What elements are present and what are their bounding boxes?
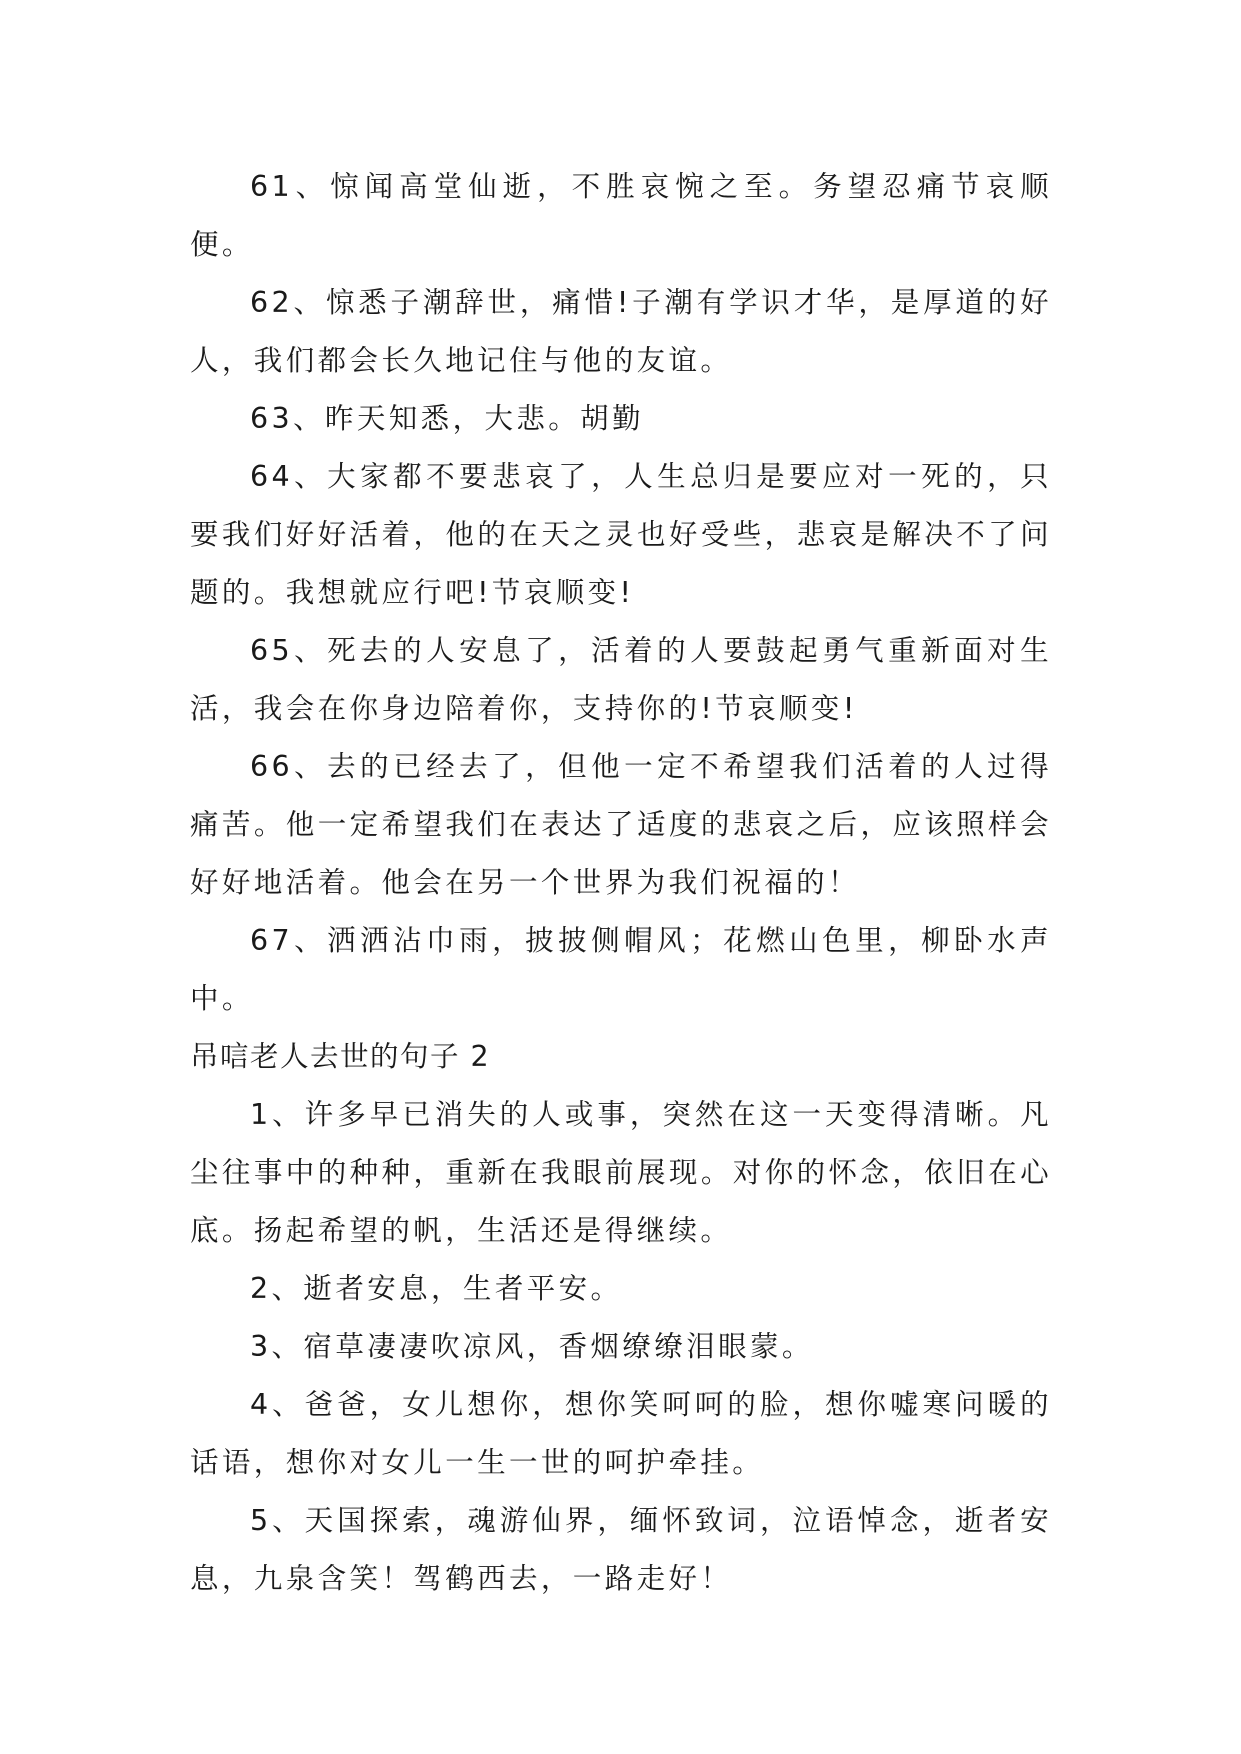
section-heading: 吊唁老人去世的句子 2 bbox=[190, 1040, 491, 1073]
paragraph-5: 5、天国探索，魂游仙界，缅怀致词，泣语悼念，逝者安息，九泉含笑！驾鹤西去，一路走好！ bbox=[190, 1504, 1052, 1595]
paragraph-64: 64、大家都不要悲哀了，人生总归是要应对一死的，只要我们好好活着，他的在天之灵也好受些，悲哀是解决不了问题的。我想就应行吧!节哀顺变! bbox=[190, 460, 1052, 609]
document-body bbox=[190, 158, 1052, 1608]
paragraph-65: 65、死去的人安息了，活着的人要鼓起勇气重新面对生活，我会在你身边陪着你，支持你的!节哀顺变! bbox=[190, 634, 1052, 725]
paragraph-61: 61、惊闻高堂仙逝，不胜哀惋之至。务望忍痛节哀顺便。 bbox=[190, 170, 1052, 261]
paragraph-63: 63、昨天知悉，大悲。胡勤 bbox=[250, 402, 644, 435]
paragraph-1: 1、许多早已消失的人或事，突然在这一天变得清晰。凡尘往事中的种种，重新在我眼前展现。对你的怀念，依旧在心底。扬起希望的帆，生活还是得继续。 bbox=[190, 1098, 1052, 1247]
paragraph-62: 62、惊悉子潮辞世，痛惜!子潮有学识才华，是厚道的好人，我们都会长久地记住与他的友谊。 bbox=[190, 286, 1052, 377]
paragraph-2: 2、逝者安息，生者平安。 bbox=[250, 1272, 623, 1305]
paragraph-67: 67、洒洒沾巾雨，披披侧帽风；花燃山色里，柳卧水声中。 bbox=[190, 924, 1052, 1015]
paragraph-66: 66、去的已经去了，但他一定不希望我们活着的人过得痛苦。他一定希望我们在表达了适度的悲哀之后，应该照样会好好地活着。他会在另一个世界为我们祝福的！ bbox=[190, 750, 1052, 899]
paragraph-4: 4、爸爸，女儿想你，想你笑呵呵的脸，想你嘘寒问暖的话语，想你对女儿一生一世的呵护牵挂。 bbox=[190, 1388, 1052, 1479]
paragraph-3: 3、宿草凄凄吹凉风，香烟缭缭泪眼蒙。 bbox=[250, 1330, 814, 1363]
